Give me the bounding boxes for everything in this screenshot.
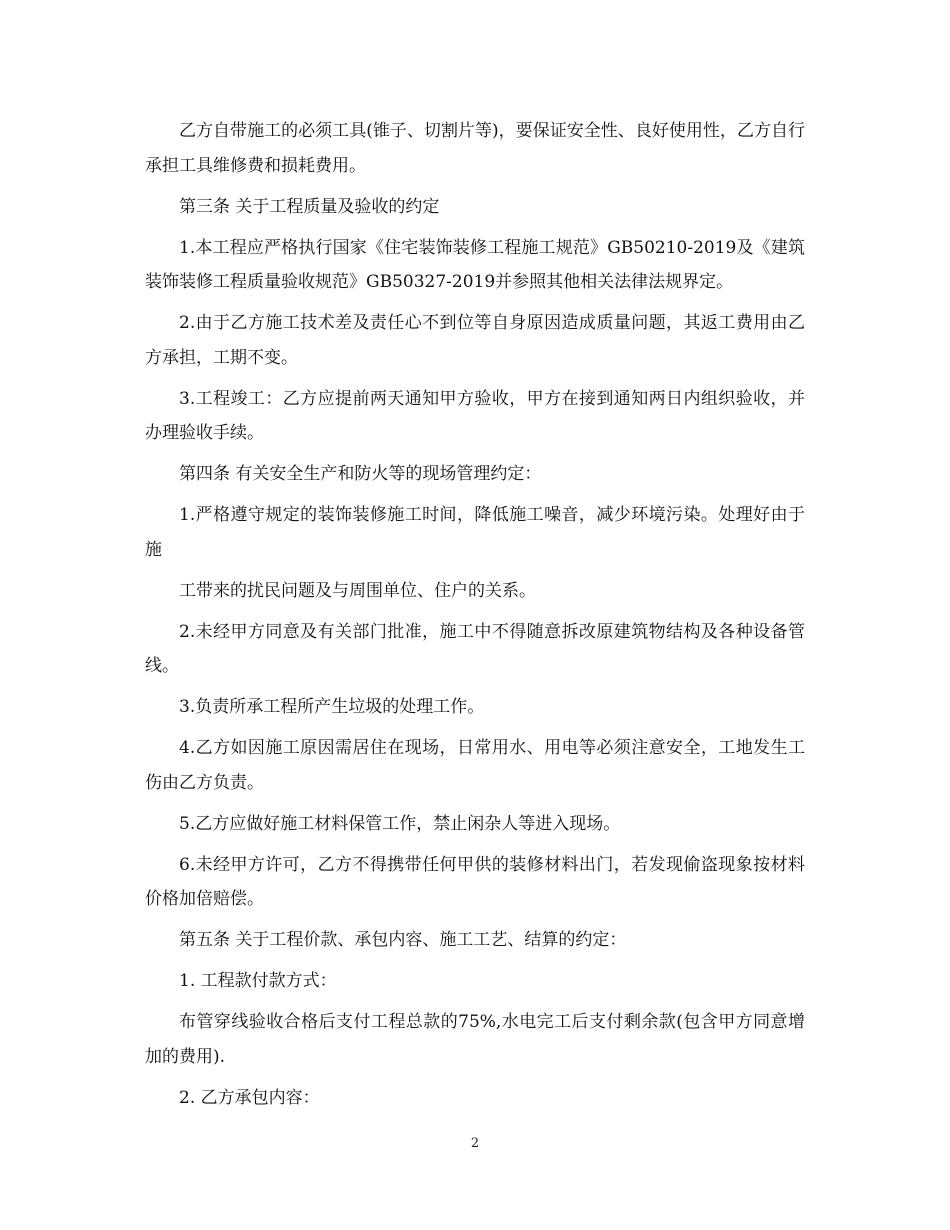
paragraph-no-demolition: 2.未经甲方同意及有关部门批准，施工中不得随意拆改原建筑物结构及各种设备管线。 (145, 621, 805, 676)
document-body (145, 114, 805, 1122)
page-number: 2 (470, 1136, 480, 1151)
paragraph-construction-time: 1.严格遵守规定的装饰装修施工时间，降低施工噪音，减少环境污染。处理好由于施 (145, 505, 805, 560)
paragraph-contract-scope: 2. 乙方承包内容： (179, 1087, 320, 1108)
paragraph-no-removal: 6.未经甲方许可，乙方不得携带任何甲供的装修材料出门，若发现偷盗现象按材料价格加倍赔偿。 (145, 854, 805, 909)
heading-article-3: 第三条 关于工程质量及验收的约定 (179, 196, 440, 217)
heading-article-5: 第五条 关于工程价款、承包内容、施工工艺、结算的约定： (179, 930, 627, 950)
paragraph-completion-acceptance: 3.工程竣工：乙方应提前两天通知甲方验收，甲方在接到通知两日内组织验收，并办理验收手续。 (145, 388, 805, 443)
paragraph-rework-cost: 2.由于乙方施工技术差及责任心不到位等自身原因造成质量问题，其返工费用由乙方承担，工期不变。 (145, 313, 805, 368)
paragraph-tools: 乙方自带施工的必须工具(锥子、切割片等)，要保证安全性、良好使用性，乙方自行承担工具维修费和损耗费用。 (145, 121, 805, 176)
paragraph-material-storage: 5.乙方应做好施工材料保管工作，禁止闲杂人等进入现场。 (179, 813, 621, 834)
paragraph-quality-standards: 1.本工程应严格执行国家《住宅装饰装修工程施工规范》GB50210-2019及《建筑装饰装修工程质量验收规范》GB50327-2019并参照其他相关法律法规界定。 (145, 237, 805, 292)
paragraph-onsite-safety: 4.乙方如因施工原因需居住在现场，日常用水、用电等必须注意安全，工地发生工伤由乙方负责。 (145, 738, 805, 793)
paragraph-payment-method: 1. 工程款付款方式： (179, 971, 337, 991)
paragraph-construction-time-cont: 工带来的扰民问题及与周围单位、住户的关系。 (179, 580, 536, 601)
paragraph-waste: 3.负责所承工程所产生垃圾的处理工作。 (179, 697, 485, 717)
heading-article-4: 第四条 有关安全生产和防火等的现场管理约定： (179, 464, 542, 484)
paragraph-payment-terms: 布管穿线验收合格后支付工程总款的75%,水电完工后支付剩余款(包含甲方同意增加的费用). (145, 1012, 805, 1067)
